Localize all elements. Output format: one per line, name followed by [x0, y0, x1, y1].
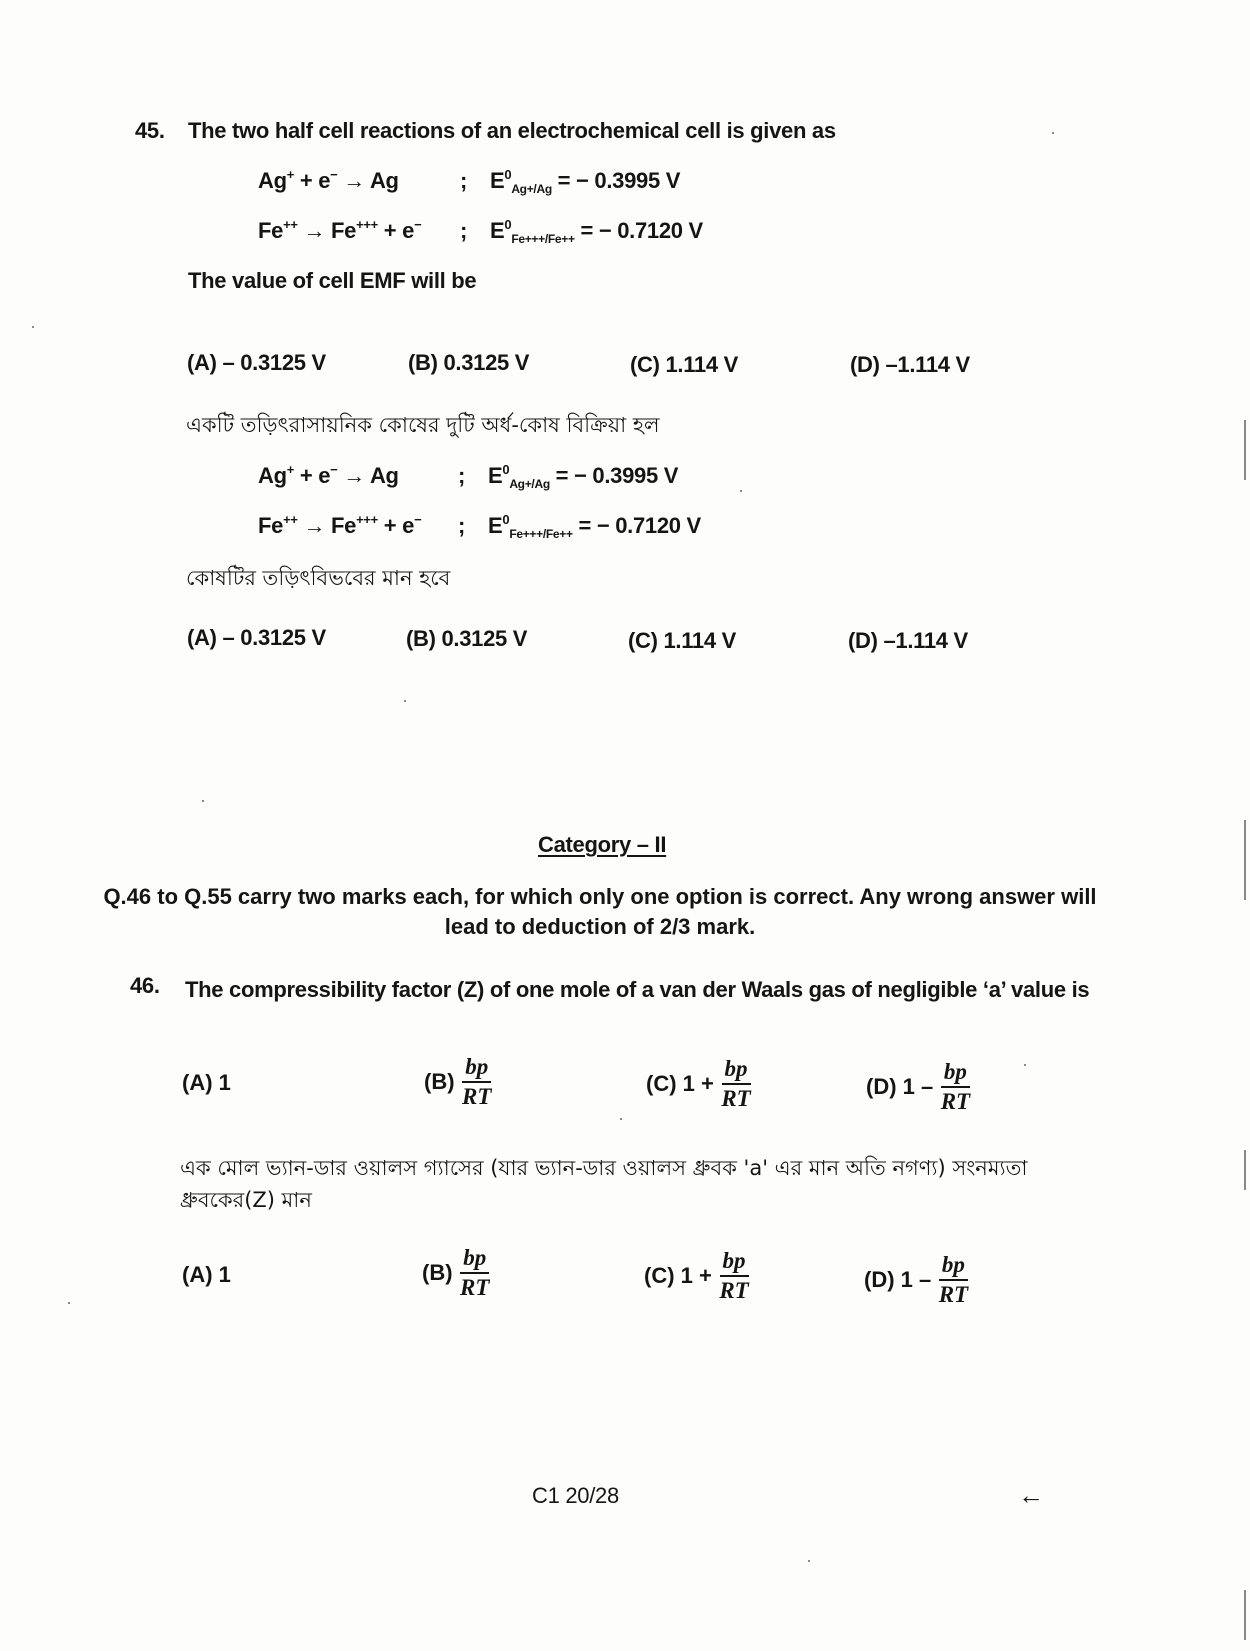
question-45-prompt-bengali: কোষটির তড়িৎবিভবের মান হবে — [186, 566, 451, 590]
question-number-46: 46. — [130, 973, 160, 998]
scan-edge-mark — [1244, 1590, 1246, 1640]
scan-speck — [1024, 1064, 1026, 1066]
fraction-bp-over-rt: $\frac{bp}{RT}$ — [719, 1248, 749, 1303]
left-arrow-icon: ← — [1018, 1480, 1044, 1510]
option-c[interactable]: (C) 1 + $\frac{bp}{RT}$ — [646, 1056, 754, 1112]
scan-edge-mark — [1244, 420, 1246, 480]
separator: ; — [460, 168, 468, 193]
fraction-bp-over-rt: $\frac{bp}{RT}$ — [460, 1245, 490, 1300]
scan-speck — [404, 700, 406, 702]
question-46-stem-bengali-line2: ধ্রুবকের(Z) মান — [180, 1188, 312, 1212]
question-45-prompt: The value of cell EMF will be — [188, 268, 477, 293]
fraction-bp-over-rt: $\frac{bp}{RT}$ — [938, 1252, 969, 1307]
half-reaction-2-bengali: Fe++ → Fe+++ + e− — [258, 512, 422, 538]
category-note: Q.46 to Q.55 carry two marks each, for which only one option is correct. Any wrong answer will lead to deduction of 2/3 mark. — [103, 884, 1097, 939]
separator: ; — [460, 218, 468, 243]
option-b[interactable]: (B) 0.3125 V — [408, 350, 530, 375]
electrode-potential-2: $E^0_{Fe+++/Fe++}$ = − 0.7120 V — [490, 217, 703, 246]
scan-speck — [1052, 132, 1054, 134]
half-reaction-1-bengali: Ag+ + e− → Ag — [258, 462, 399, 488]
option-d-bengali[interactable]: (D) –1.114 V — [848, 628, 968, 653]
scan-speck — [202, 800, 204, 802]
option-d[interactable]: (D) –1.114 V — [850, 352, 970, 377]
category-heading: Category – II — [538, 832, 667, 857]
electrode-potential-1: $E^0_{Ag+/Ag}$ = − 0.3995 V — [490, 167, 681, 196]
question-45-stem: The two half cell reactions of an electrochemical cell is given as — [188, 118, 836, 143]
separator: ; — [458, 463, 466, 488]
option-b-bengali[interactable]: (B) $\frac{bp}{RT}$ — [422, 1245, 492, 1301]
fraction-bp-over-rt: $\frac{bp}{RT}$ — [940, 1059, 971, 1114]
scan-speck — [68, 1302, 70, 1304]
option-d-bengali[interactable]: (D) 1 – $\frac{bp}{RT}$ — [864, 1252, 971, 1308]
option-c-bengali[interactable]: (C) 1.114 V — [628, 628, 736, 653]
fraction-bp-over-rt: $\frac{bp}{RT}$ — [462, 1054, 492, 1109]
question-number-45: 45. — [135, 118, 165, 143]
option-d[interactable]: (D) 1 – $\frac{bp}{RT}$ — [866, 1059, 973, 1115]
page-number: C1 20/28 — [532, 1483, 619, 1508]
scan-speck — [740, 490, 742, 492]
question-45-stem-bengali: একটি তড়িৎরাসায়নিক কোষের দুটি অর্ধ-কোষ বিক্রিয়া হল — [186, 413, 660, 437]
scan-speck — [32, 326, 34, 328]
option-b-bengali[interactable]: (B) 0.3125 V — [406, 626, 528, 651]
option-a[interactable]: (A) 1 — [182, 1070, 231, 1095]
option-c-bengali[interactable]: (C) 1 + $\frac{bp}{RT}$ — [644, 1248, 752, 1304]
option-a-bengali[interactable]: (A) 1 — [182, 1262, 231, 1287]
option-c[interactable]: (C) 1.114 V — [630, 352, 738, 377]
half-reaction-1: Ag+ + e− → Ag — [258, 167, 399, 193]
fraction-bp-over-rt: $\frac{bp}{RT}$ — [721, 1056, 751, 1111]
scan-edge-mark — [1244, 1150, 1246, 1190]
scan-speck — [620, 1118, 622, 1120]
electrode-potential-2-bengali: $E^0_{Fe+++/Fe++}$ = − 0.7120 V — [488, 512, 701, 541]
question-46-stem: The compressibility factor (Z) of one mole of a van der Waals gas of negligible ‘a’ value is — [185, 977, 1090, 1002]
half-reaction-2: Fe++ → Fe+++ + e− — [258, 217, 422, 243]
option-a-bengali[interactable]: (A) – 0.3125 V — [187, 625, 326, 650]
separator: ; — [458, 513, 466, 538]
scan-speck — [808, 1560, 810, 1562]
option-a[interactable]: (A) – 0.3125 V — [187, 350, 326, 375]
question-46-stem-bengali-line1: এক মোল ভ্যান-ডার ওয়ালস গ্যাসের (যার ভ্যান-ডার ওয়ালস ধ্রুবক 'a' এর মান অতি নগণ্য) সংনম্যতা — [180, 1156, 1028, 1180]
option-b[interactable]: (B) $\frac{bp}{RT}$ — [424, 1054, 494, 1110]
scan-edge-mark — [1244, 820, 1246, 900]
electrode-potential-1-bengali: $E^0_{Ag+/Ag}$ = − 0.3995 V — [488, 462, 679, 491]
